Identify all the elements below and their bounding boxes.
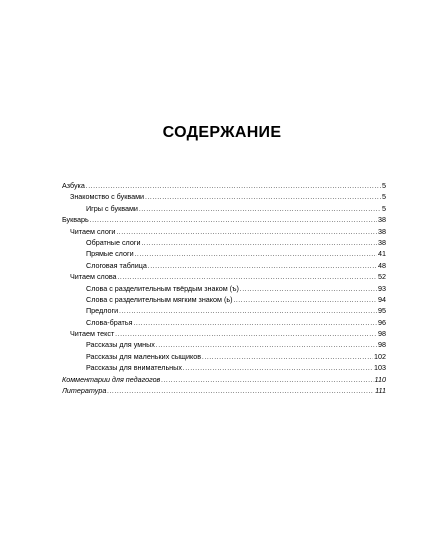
toc-entry[interactable] — [62, 203, 386, 214]
toc-entry[interactable] — [62, 214, 386, 225]
dot-leader — [141, 239, 377, 248]
dot-leader — [107, 387, 374, 396]
dot-leader — [156, 341, 377, 350]
toc-entry[interactable] — [62, 339, 386, 350]
dot-leader — [183, 364, 373, 373]
toc-entry-label: Литература — [62, 386, 107, 396]
dot-leader — [139, 205, 381, 214]
toc-entry[interactable] — [62, 317, 386, 328]
toc-entry-label: Рассказы для внимательных — [86, 363, 182, 373]
toc-entry-label: Обратные слоги — [86, 237, 141, 247]
dot-leader — [240, 285, 377, 294]
toc-entry-page: 96 — [378, 317, 386, 327]
toc-entry-label: Рассказы для умных — [86, 340, 155, 350]
dot-leader — [118, 273, 377, 282]
toc-entry-page: 41 — [378, 249, 386, 259]
toc-entry-label: Слова-братья — [86, 317, 133, 327]
toc-entry-label: Читаем текст — [70, 329, 115, 339]
table-of-contents — [62, 180, 386, 396]
toc-entry-label: Комментарии для педагогов — [62, 374, 161, 384]
toc-entry-page: 5 — [382, 192, 386, 202]
toc-entry-label: Слова с разделительным мягким знаком (ь) — [86, 294, 233, 304]
toc-entry-label: Рассказы для маленьких сыщиков — [86, 351, 202, 361]
dot-leader — [86, 182, 381, 191]
toc-entry[interactable] — [62, 328, 386, 339]
toc-entry-page: 111 — [375, 386, 386, 396]
toc-entry[interactable] — [62, 305, 386, 316]
toc-entry-page: 38 — [378, 237, 386, 247]
toc-entry-page: 48 — [378, 260, 386, 270]
toc-entry-page: 38 — [378, 226, 386, 236]
dot-leader — [234, 296, 378, 305]
toc-entry-page: 98 — [378, 340, 386, 350]
toc-entry-label: Азбука — [62, 181, 85, 190]
toc-entry[interactable] — [62, 260, 386, 271]
dot-leader — [119, 307, 377, 316]
dot-leader — [115, 330, 377, 339]
toc-entry[interactable] — [62, 237, 386, 248]
page-title: СОДЕРЖАНИЕ — [162, 124, 282, 141]
toc-entry[interactable] — [62, 351, 386, 362]
toc-entry[interactable] — [62, 180, 386, 191]
dot-leader — [90, 216, 377, 225]
toc-entry[interactable] — [62, 226, 386, 237]
toc-entry[interactable] — [62, 283, 386, 294]
toc-entry[interactable] — [62, 191, 386, 202]
toc-entry-page: 102 — [374, 351, 386, 361]
toc-entry-label: Игры с буквами — [86, 203, 138, 213]
toc-entry[interactable] — [62, 374, 386, 385]
toc-entry-label: Слоговая таблица — [86, 260, 147, 270]
toc-entry-page: 95 — [378, 306, 386, 316]
toc-entry[interactable] — [62, 248, 386, 259]
toc-entry-page: 98 — [378, 329, 386, 339]
toc-entry-label: Слова с разделительным твёрдым знаком (ъ) — [86, 283, 239, 293]
toc-entry[interactable] — [62, 271, 386, 282]
toc-entry-page: 5 — [382, 203, 386, 213]
toc-entry-page: 52 — [378, 272, 386, 282]
dot-leader — [148, 262, 377, 271]
dot-leader — [202, 353, 373, 362]
toc-entry-page: 93 — [378, 283, 386, 293]
toc-entry[interactable] — [62, 294, 386, 305]
toc-entry-label: Прямые слоги — [86, 249, 134, 259]
toc-entry-label: Предлоги — [86, 306, 119, 316]
toc-entry-label: Букварь — [62, 215, 89, 225]
toc-entry-label: Знакомство с буквами — [70, 192, 145, 202]
dot-leader — [135, 250, 377, 259]
toc-entry[interactable] — [62, 385, 386, 396]
dot-leader — [116, 228, 377, 237]
dot-leader — [145, 193, 381, 202]
toc-entry-page: 5 — [382, 181, 386, 190]
toc-entry-label: Читаем слова — [70, 272, 117, 282]
toc-entry[interactable] — [62, 362, 386, 373]
toc-entry-page: 110 — [374, 374, 386, 384]
dot-leader — [161, 376, 373, 385]
toc-entry-label: Читаем слоги — [70, 226, 116, 236]
toc-entry-page: 103 — [374, 363, 386, 373]
dot-leader — [133, 319, 377, 328]
toc-entry-page: 38 — [378, 215, 386, 225]
toc-entry-page: 94 — [378, 294, 386, 304]
